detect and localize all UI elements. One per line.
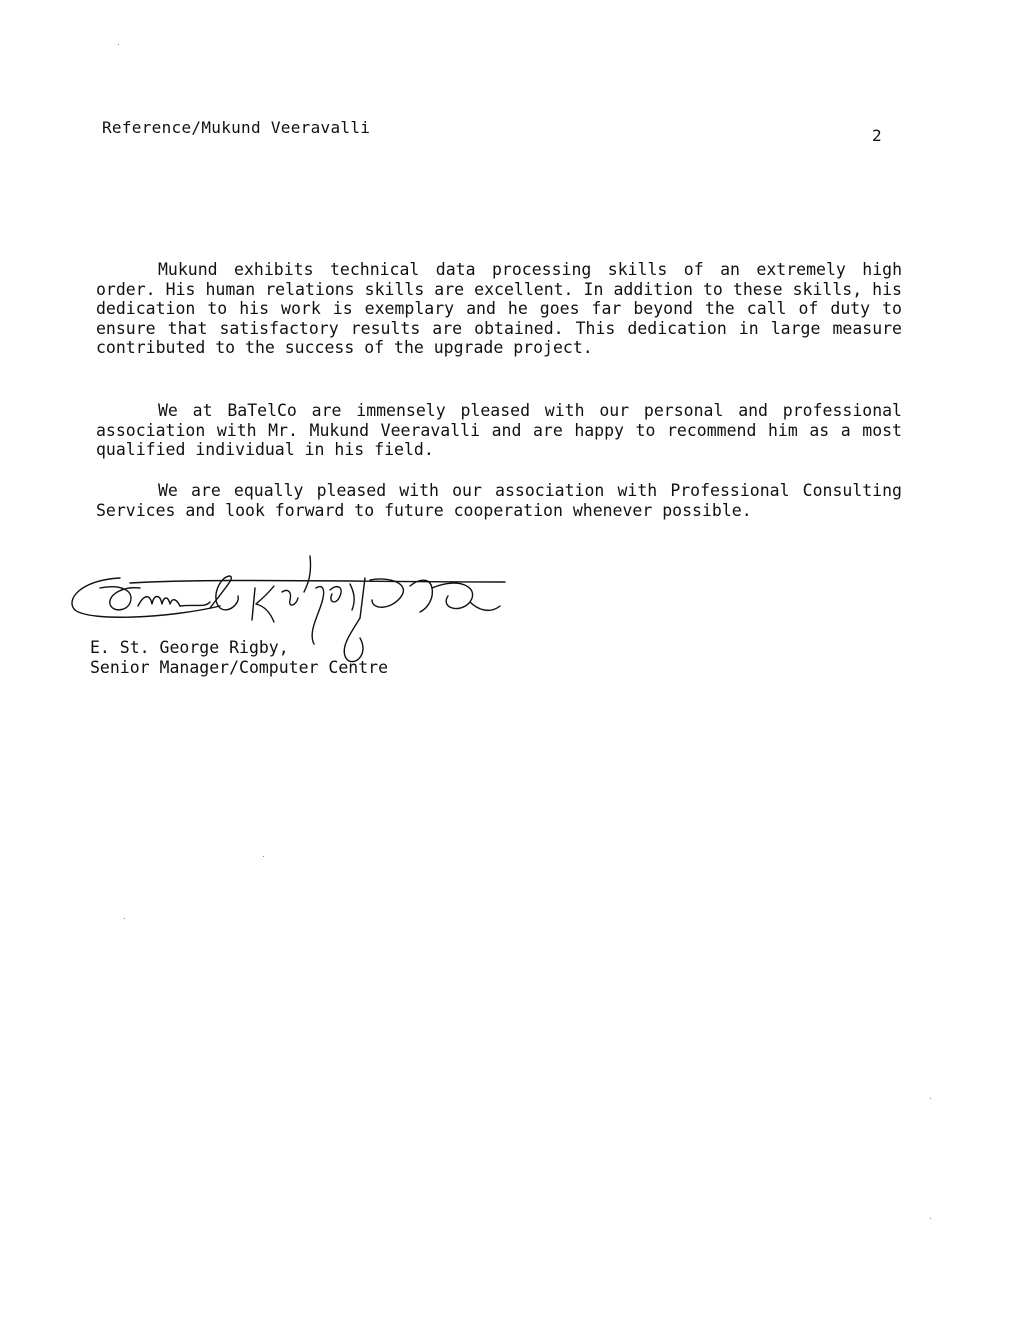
scan-speck xyxy=(118,44,119,45)
scan-speck xyxy=(930,1098,931,1099)
scan-speck xyxy=(930,1218,931,1219)
body-paragraph-3: We are equally pleased with our association with Professional Consulting Services and look forward to future cooperation whenever possible. xyxy=(96,481,902,520)
signature-block xyxy=(90,638,388,678)
signatory-title: Senior Manager/Computer Centre xyxy=(90,658,389,677)
scan-speck xyxy=(124,918,125,919)
reference-header: Reference/Mukund Veeravalli xyxy=(102,118,371,137)
body-paragraph-2: We at BaTelCo are immensely pleased with our personal and professional association with Mr. Mukund Veeravalli and are happy to recommend him as a most qualified individual in his field. xyxy=(96,401,902,459)
body-paragraph-1: Mukund exhibits technical data processing skills of an extremely high order. His human relations skills are excellent. In addition to these skills, his dedication to his work is exemplary and he goes far beyond the call of duty to ensure that satisfactory results are obtained. This dedication in large measure contributed to the success of the upgrade project. xyxy=(96,260,902,357)
signatory-name: E. St. George Rigby, xyxy=(90,638,289,657)
page-number: 2 xyxy=(872,126,882,145)
scan-speck xyxy=(263,856,264,857)
